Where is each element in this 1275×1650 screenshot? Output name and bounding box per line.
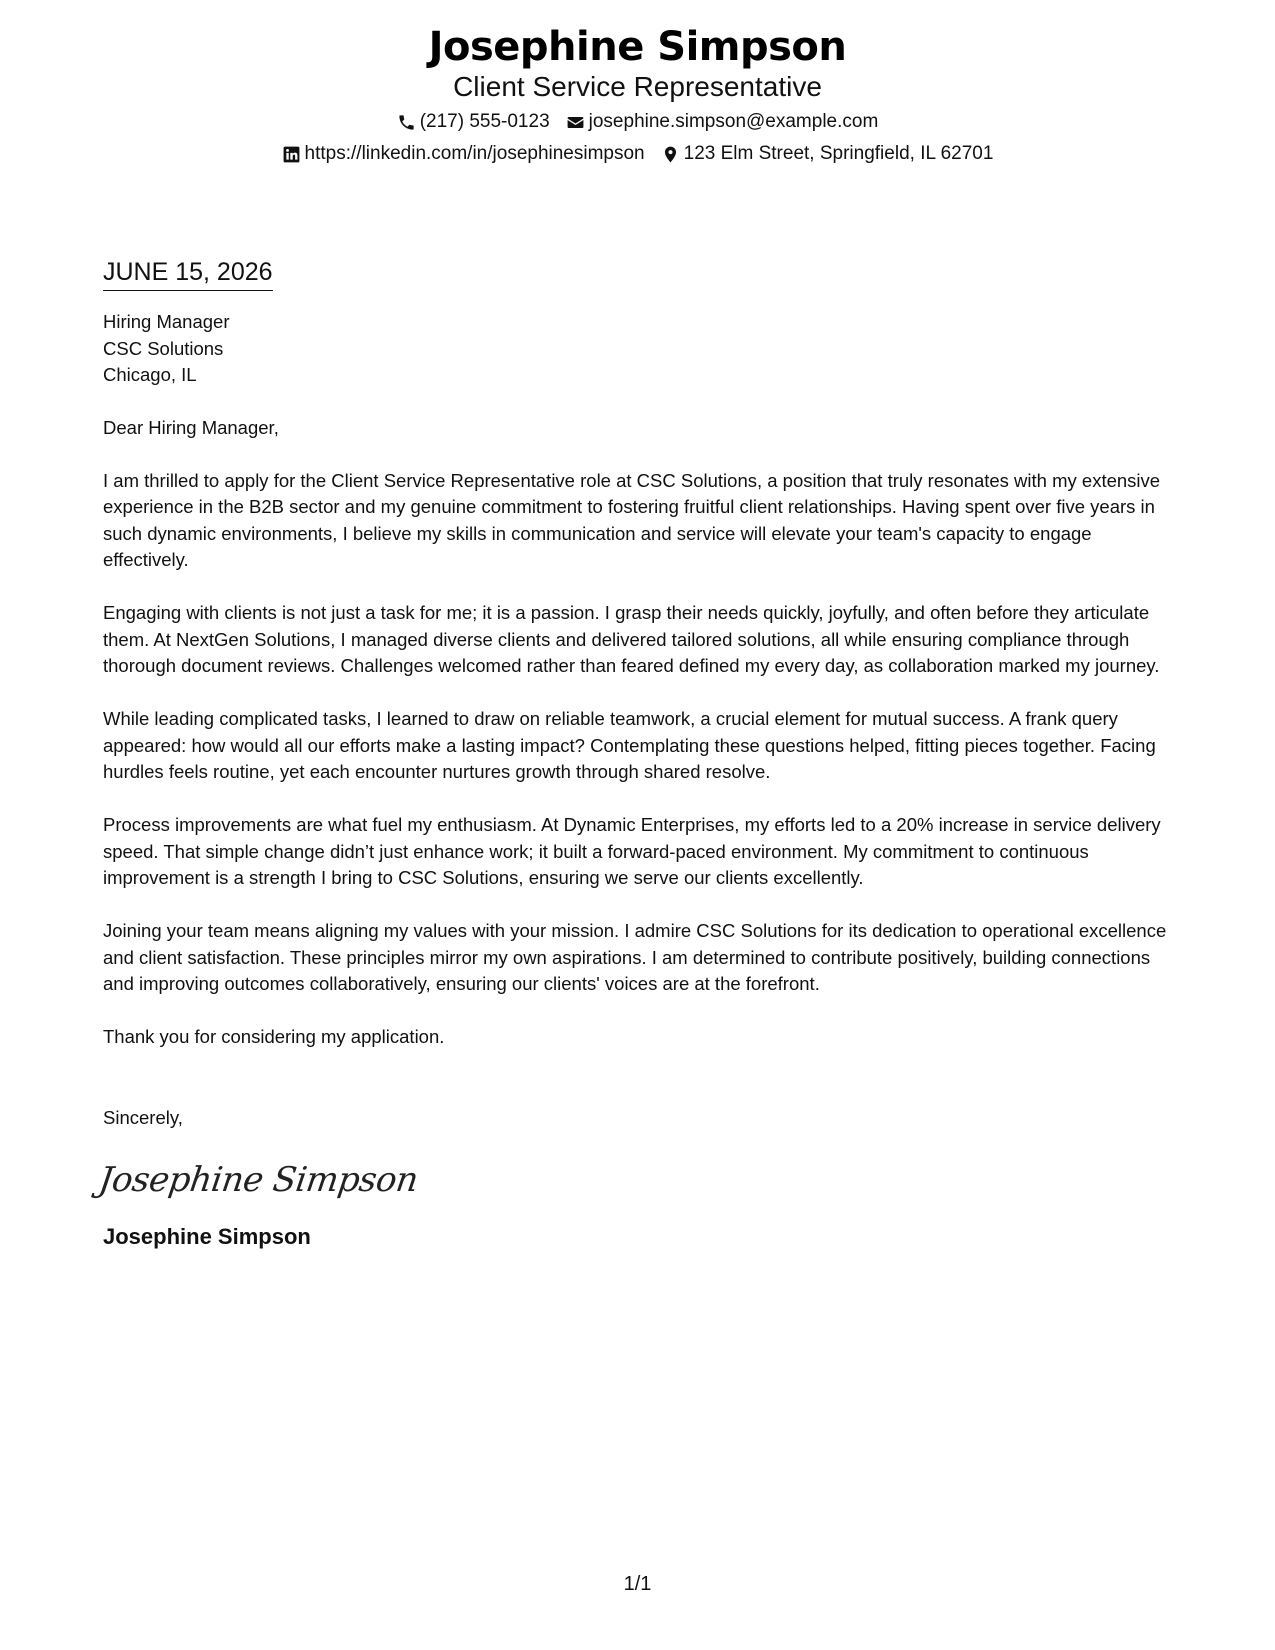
contact-email[interactable] <box>566 110 879 134</box>
body-paragraph: I am thrilled to apply for the Client Service Representative role at CSC Solutions, a position that truly resonates with my extensive experience in the B2B sector and my genuine commitment to fostering fruitful client relationships. Having spent over five years in such dynamic environments, I believe my skills in communication and service will elevate your team's capacity to engage effectively. <box>103 469 1161 570</box>
letter-date: JUNE 15, 2026 <box>103 256 273 291</box>
street-address: 123 Elm Street, Springfield, IL 62701 <box>683 143 994 164</box>
closing-line: Thank you for considering my application. <box>103 1026 445 1047</box>
contact-linkedin[interactable] <box>282 142 645 166</box>
phone-number: (217) 555-0123 <box>419 111 550 132</box>
contact-row-primary <box>0 110 1275 134</box>
letter-body <box>96 256 1178 1251</box>
body-paragraph: Process improvements are what fuel my enthusiasm. At Dynamic Enterprises, my efforts led to a 20% increase in service delivery speed. That simple change didn’t just enhance work; it built a forward-paced environment. My commitment to continuous improvement is a strength I bring to CSC Solutions, ensuring we serve our clients excellently. <box>103 814 1161 888</box>
phone-icon <box>397 113 416 132</box>
handwritten-signature <box>96 1153 421 1205</box>
svg-text:Josephine Simpson: Josephine Simpson <box>96 1160 421 1200</box>
body-paragraph: Engaging with clients is not just a task for me; it is a passion. I grasp their needs quickly, joyfully, and often before they articulate them. At NextGen Solutions, I managed diverse clients and delivered tailored solutions, all while ensuring compliance through thorough document reviews. Challenges welcomed rather than feared defined my every day, as collaboration marked my journey. <box>103 602 1160 676</box>
page-number: 1/1 <box>623 1573 652 1595</box>
sign-off: Sincerely, <box>103 1106 183 1128</box>
body-paragraph: While leading complicated tasks, I learned to draw on reliable teamwork, a crucial element for mutual success. A frank query appeared: how would all our efforts make a lasting impact? Contemplating these questions helped, fitting pieces together. Facing hurdles feels routine, yet each encounter nurtures growth through shared resolve. <box>103 708 1156 782</box>
letter-header <box>0 22 1275 166</box>
map-marker-icon <box>661 145 680 164</box>
linkedin-icon <box>282 145 301 164</box>
contact-phone <box>397 110 550 134</box>
envelope-icon <box>566 113 585 132</box>
signed-name: Josephine Simpson <box>103 1224 311 1249</box>
salutation: Dear Hiring Manager, <box>103 416 279 438</box>
linkedin-url[interactable]: https://linkedin.com/in/josephinesimpson <box>304 143 645 164</box>
recipient-block <box>103 309 1178 389</box>
contact-address <box>661 142 994 166</box>
recipient-company: CSC Solutions <box>103 337 224 359</box>
recipient-title: Hiring Manager <box>103 311 230 332</box>
body-paragraph: Joining your team means aligning my values with your mission. I admire CSC Solutions for its dedication to operational excellence and client satisfaction. These principles mirror my own aspirations. I am determined to contribute positively, building connections and improving outcomes collaboratively, ensuring our clients' voices are at the forefront. <box>103 920 1167 994</box>
contact-row-secondary <box>0 142 1275 166</box>
applicant-role: Client Service Representative <box>453 71 822 102</box>
applicant-name: Josephine Simpson <box>428 24 847 70</box>
recipient-location: Chicago, IL <box>103 364 197 385</box>
email-address[interactable]: josephine.simpson@example.com <box>588 111 879 132</box>
